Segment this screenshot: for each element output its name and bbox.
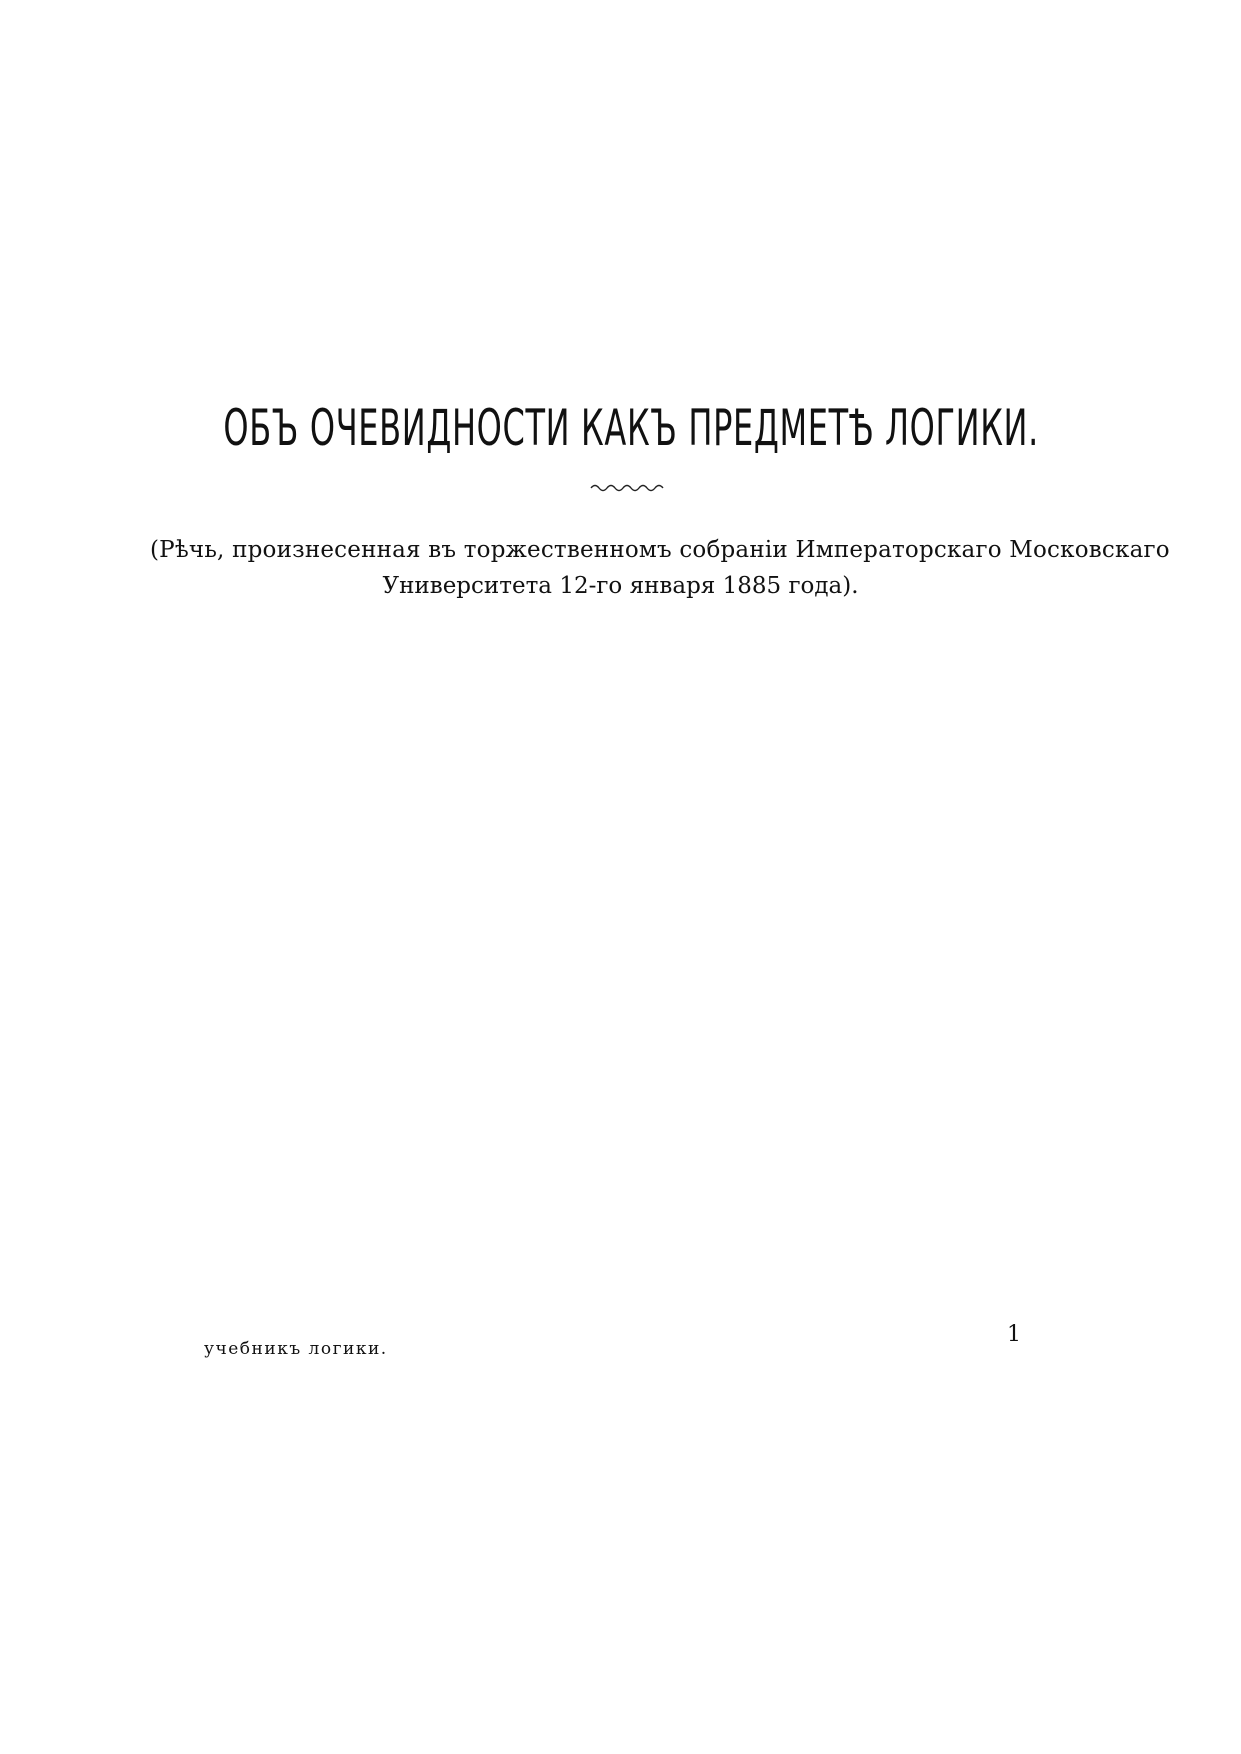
subtitle-line-2: Университета 12-го января 1885 года). xyxy=(382,573,859,599)
signature-mark: учебникъ логики. xyxy=(204,1339,388,1359)
subtitle-line-1: (Рѣчь, произнесенная въ торжественномъ собраніи Императорскаго Московскаго xyxy=(150,537,1170,563)
page-title: ОБЪ ОЧЕВИДНОСТИ КАКЪ ПРЕДМЕТѢ ЛОГИКИ. xyxy=(223,399,1039,457)
wavy-ornament-divider xyxy=(590,480,664,494)
page-number: 1 xyxy=(1007,1322,1021,1347)
